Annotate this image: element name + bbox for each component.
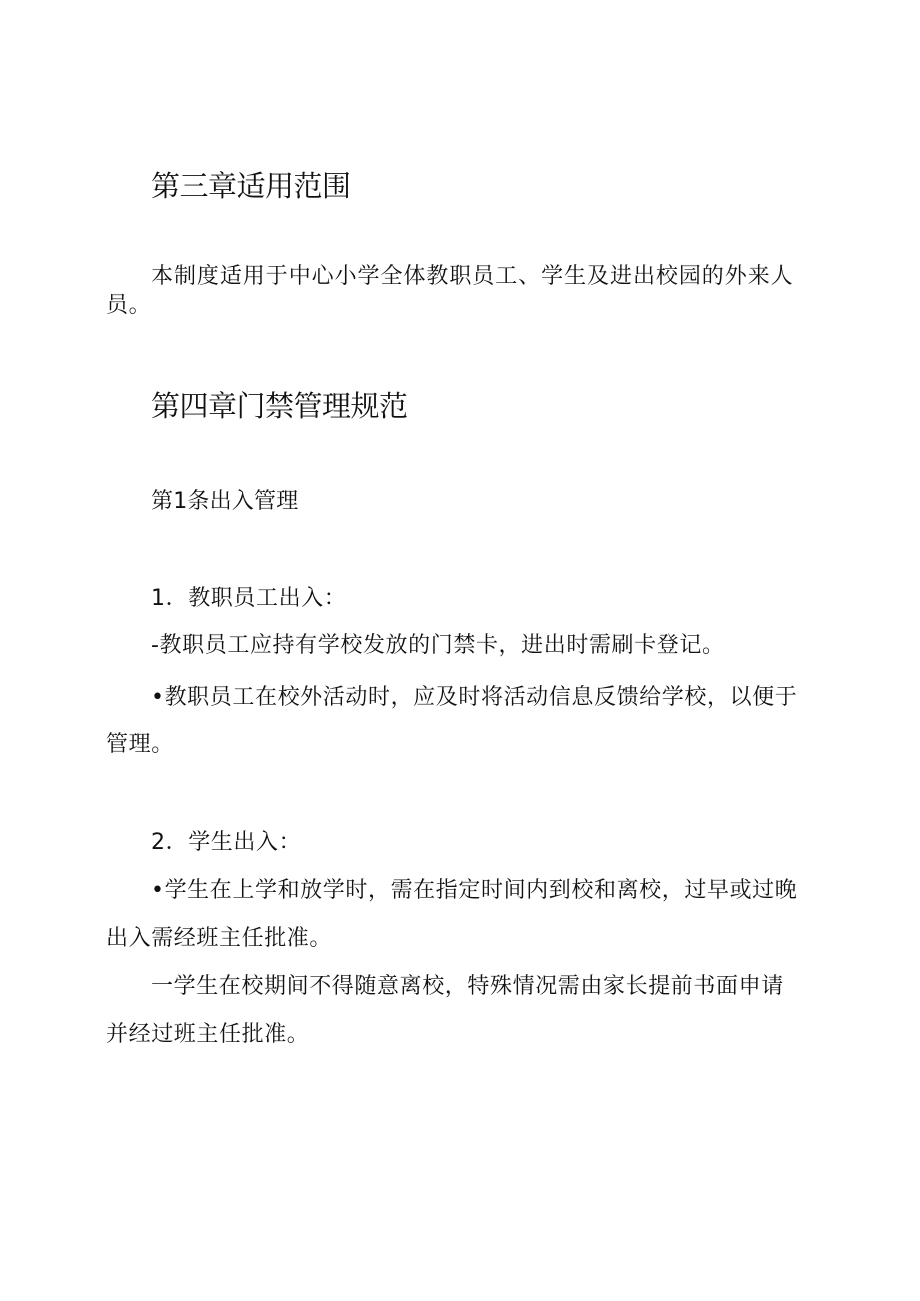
staff-item2-line2: 管理。 [106, 732, 174, 757]
staff-item2-line1: •教职员工在校外活动时，应及时将活动信息反馈给学校，以便于 [151, 685, 798, 710]
chapter3-body-line2: 员。 [106, 293, 152, 318]
article1-title: 第1条出入管理 [151, 489, 299, 514]
students-item2-line2: 并经过班主任批准。 [106, 1022, 310, 1047]
staff-item1: -教职员工应持有学校发放的门禁卡，进出时需刷卡登记。 [151, 633, 725, 658]
students-item2-line1: 一学生在校期间不得随意离校，特殊情况需由家长提前书面申请 [151, 974, 784, 999]
chapter3-heading: 第三章适用范围 [151, 169, 351, 203]
chapter4-heading: 第四章门禁管理规范 [151, 389, 408, 423]
students-item1-line1: •学生在上学和放学时，需在指定时间内到校和离校，过早或过晚 [151, 878, 798, 903]
students-section-title: 2．学生出入： [151, 830, 302, 855]
chapter3-body-line1: 本制度适用于中心小学全体教职员工、学生及进出校园的外来人 [151, 264, 794, 289]
staff-section-title: 1．教职员工出入： [151, 586, 347, 611]
students-item1-line2: 出入需经班主任批准。 [106, 926, 333, 951]
